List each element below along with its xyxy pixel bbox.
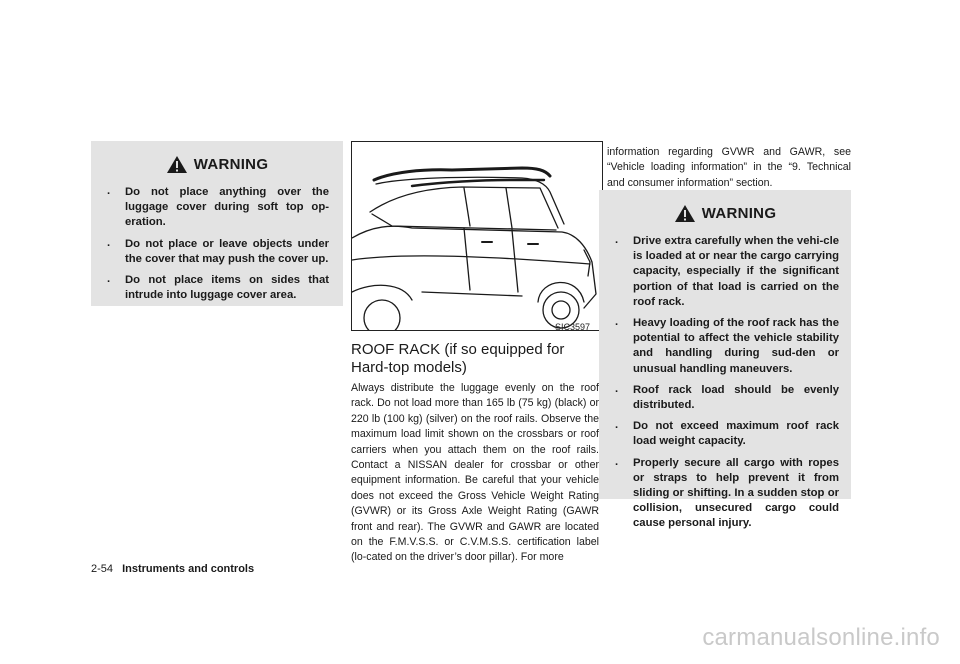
warning-item: . Properly secure all cargo with ropes or straps to help prevent it from sliding or shifting. In a sudden stop or collision, unsecured cargo could cause personal injury.	[613, 456, 839, 532]
page-footer	[91, 563, 254, 575]
warning-list	[613, 234, 839, 532]
figure-code: SIC3597	[555, 322, 591, 332]
warning-title: WARNING	[701, 204, 777, 222]
car-drawing	[352, 142, 602, 330]
warning-header	[599, 202, 851, 224]
warning-header	[91, 153, 343, 175]
warning-box-luggage-cover	[91, 141, 343, 306]
warning-item: . Do not exceed maximum roof rack load weight capacity.	[613, 419, 839, 449]
warning-item: . Do not place anything over the luggage cover during soft top op-eration.	[105, 185, 329, 231]
warning-item: . Do not place items on sides that intrude into luggage cover area.	[105, 273, 329, 303]
warning-item: . Roof rack load should be evenly distributed.	[613, 383, 839, 413]
car-roof-rack-illustration	[351, 141, 603, 331]
warning-item: . Drive extra carefully when the vehi-cle is loaded at or near the cargo carrying capacity, especially if the significant portion of that load is carried on the roof rack.	[613, 234, 839, 310]
warning-item: . Heavy loading of the roof rack has the potential to affect the vehicle stability and handling during sud-den or unusual handling maneuvers.	[613, 316, 839, 377]
section-body-text: Always distribute the luggage evenly on the roof rack. Do not load more than 165 lb (75 kg) (black) or 220 lb (100 kg) (silver) on the roof rails. Observe the maximum load limit shown on the crossbars or roof carriers when you attach them on the roof rails. Contact a NISSAN dealer for crossbar or other equipment information. Be careful that your vehicle does not exceed the Gross Vehicle Weight Rating (GVWR) or its Gross Axle Weight Rating (GAWR front and rear). The GVWR and GAWR are located on the F.M.V.S.S. or C.V.M.S.S. certification label (lo-cated on the driver’s door pillar). For more	[351, 382, 599, 564]
section-body-continued: information regarding GVWR and GAWR, see “Vehicle loading information” in the “9. Technical and consumer information” section.	[607, 146, 851, 189]
warning-triangle-icon	[166, 155, 188, 174]
chapter-title: Instruments and controls	[122, 563, 255, 575]
warning-list	[105, 185, 329, 303]
page-number: 2-54	[91, 563, 114, 575]
warning-item: . Do not place or leave objects under the cover that may push the cover up.	[105, 237, 329, 267]
warning-title: WARNING	[193, 155, 269, 173]
warning-triangle-icon	[674, 204, 696, 223]
warning-box-roof-rack	[599, 190, 851, 530]
watermark: carmanualsonline.info	[702, 624, 940, 651]
section-heading: ROOF RACK (if so equipped for Hard-top models)	[351, 341, 565, 376]
